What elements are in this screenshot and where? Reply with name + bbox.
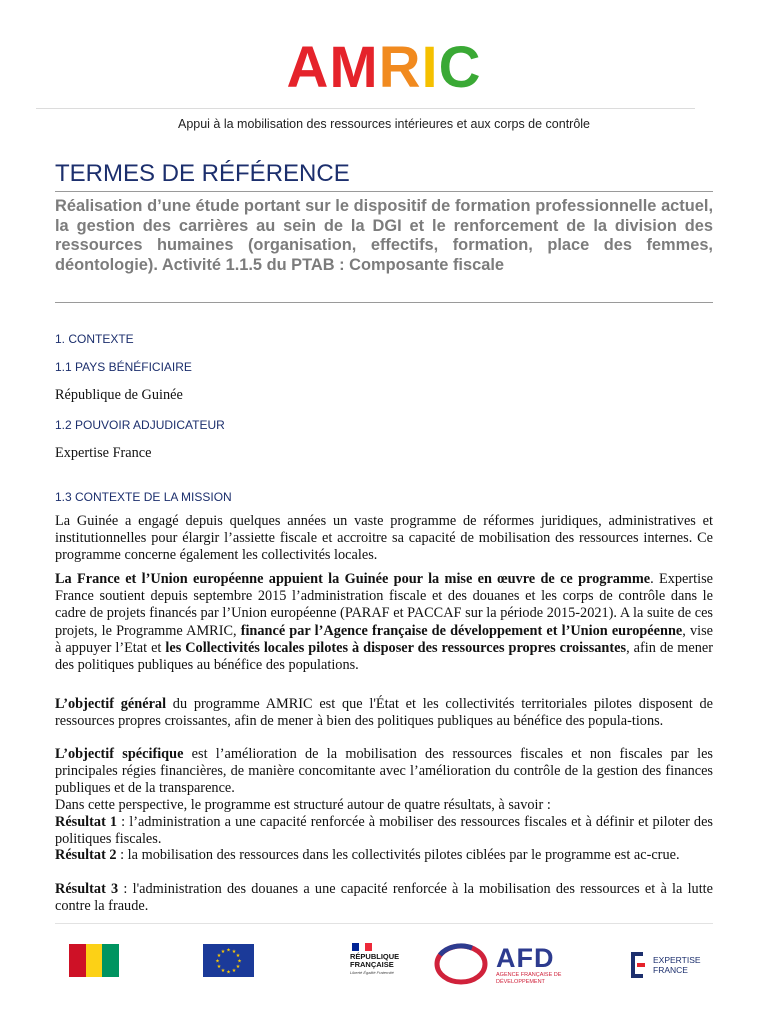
title-divider: [55, 191, 713, 192]
eu-flag: [203, 944, 254, 977]
tagline: Appui à la mobilisation des ressources intérieures et aux corps de contrôle: [177, 117, 591, 131]
amric-logo: [0, 36, 768, 100]
heading-pouvoir-adjudicateur: 1.2 POUVOIR ADJUDICATEUR: [55, 418, 225, 432]
rf-name: RÉPUBLIQUE FRANÇAISE: [350, 952, 400, 969]
tricolor-white: [359, 943, 366, 951]
flag-stripe-green: [102, 944, 119, 977]
tricolor-red: [365, 943, 372, 951]
resultat-1: [55, 814, 713, 848]
expertise-france-name: EXPERTISE FRANCE: [653, 955, 701, 975]
logo-letter: I: [421, 35, 439, 100]
paragraph-france-ue: [55, 571, 713, 674]
eu-star-icon: ★: [235, 964, 241, 970]
logo-letter: A: [286, 35, 330, 100]
pouvoir-adjudicateur-text: Expertise France: [55, 445, 152, 461]
tricolor-blue: [352, 943, 359, 951]
paragraph-objectif-specifique: [55, 746, 713, 798]
document-subtitle: Réalisation d’une étude portant sur le dispositif de formation professionnelle actuel, la gestion des carrières au sein de la DGI et le renforcement de la division des ressources humaines (organisation, effectifs, formation, place des femmes, déontologie). Activité 1.1.5 du PTAB : Composante fiscale: [55, 197, 713, 274]
eu-star-icon: ★: [231, 968, 237, 975]
text: est l’amélioration de la mobilisation des ressources fiscales et non fiscales par les principales régies financières, de manière concomitante avec l’amélioration du contrôle de la gestion des finances publiques et de la transparence.: [55, 746, 714, 797]
document-title: TERMES DE RÉFÉRENCE: [55, 160, 350, 187]
emphasis: les Collectivités locales pilotes à disposer des ressources propres croissantes: [165, 639, 627, 656]
paragraph-objectif-general: [55, 696, 713, 730]
text: : l'administration des douanes a une capacité renforcée à la mobilisation des ressources et à la lutte contre la fraude.: [55, 881, 713, 915]
paragraph-context: La Guinée a engagé depuis quelques années un vaste programme de réformes juridiques, administratives et institutionnelles pour élargir l’assiette fiscale et accroitre sa capacité de mobilisation des ressources internes. Ce programme concerne également les collectivités locales.: [55, 513, 713, 564]
emphasis: L’objectif spécifique: [55, 746, 184, 762]
heading-contexte: 1. CONTEXTE: [55, 332, 134, 346]
logo-letter: R: [378, 35, 422, 100]
emphasis: L’objectif général: [55, 696, 167, 712]
header-divider: [36, 108, 695, 109]
flag-stripe-yellow: [86, 944, 103, 977]
republique-francaise-logo: [350, 943, 416, 987]
expertise-france-mark-icon: [631, 952, 647, 978]
pays-beneficiaire-text: République de Guinée: [55, 387, 183, 403]
flag-stripe-red: [69, 944, 86, 977]
heading-contexte-mission: 1.3 CONTEXTE DE LA MISSION: [55, 490, 232, 504]
marianne-icon: [352, 943, 372, 951]
afd-subtitle: AGENCE FRANÇAISE DE DÉVELOPPEMENT: [496, 972, 562, 985]
emphasis: Résultat 1: [55, 814, 118, 830]
text: du programme AMRIC est que l'État et les collectivités territoriales pilotes disposent de ressources propres croissantes, afin de mener à bien des politiques publiques au bénéfice des popula-tions.: [55, 696, 713, 730]
emphasis: Résultat 2: [55, 847, 117, 863]
heading-pays-beneficiaire: 1.1 PAYS BÉNÉFICIAIRE: [55, 360, 192, 374]
resultat-3: [55, 881, 713, 915]
resultat-2: [55, 847, 713, 864]
eu-star-icon: ★: [215, 958, 220, 965]
eu-star-icon: ★: [231, 948, 237, 955]
logo-letter: C: [438, 35, 482, 100]
guinea-flag: [69, 944, 119, 977]
text: . Expertise France soutient depuis septembre 2015 l’administration fiscale et des douanes et les corps de contrôle dans le cadre de projets financés par l’Union européenne (PARAF et PACCAF sur la période 2015-2021). A la suite de ces projets, le Programme AMRIC,: [55, 571, 714, 639]
logo-letter: M: [329, 35, 379, 100]
footer-divider: [55, 923, 713, 924]
emphasis: La France et l’Union européenne appuient la Guinée pour la mise en œuvre de ce programme: [55, 571, 651, 587]
eu-star-icon: ★: [226, 969, 231, 976]
eu-star-icon: ★: [220, 948, 226, 955]
emphasis: Résultat 3: [55, 881, 119, 897]
afd-logo: [432, 941, 572, 987]
rf-motto: Liberté Égalité Fraternité: [350, 970, 394, 975]
text: , vise à appuyer l’Etat et: [55, 622, 713, 656]
eu-star-icon: ★: [226, 947, 231, 954]
afd-ring-icon: [432, 941, 492, 987]
eu-star-icon: ★: [235, 953, 241, 959]
subtitle-divider: [55, 302, 713, 303]
text: , afin de mener des politiques publiques au bénéfice des populations.: [55, 639, 714, 674]
eu-star-icon: ★: [216, 953, 222, 959]
text: : la mobilisation des ressources dans les collectivités pilotes ciblées par le programme est ac-crue.: [116, 847, 680, 863]
emphasis: financé par l’Agence française de développement et l’Union européenne: [240, 622, 683, 639]
paragraph-perspective: Dans cette perspective, le programme est structuré autour de quatre résultats, à savoir :: [55, 797, 551, 813]
eu-star-icon: ★: [220, 968, 226, 975]
afd-name: AFD: [496, 943, 555, 973]
eu-star-icon: ★: [237, 958, 242, 965]
eu-star-icon: ★: [216, 964, 222, 970]
text: : l’administration a une capacité renforcée à mobiliser des ressources fiscales et à définir et piloter des politiques fiscales.: [55, 814, 713, 848]
expertise-france-logo: [631, 952, 711, 982]
eu-stars-icon: [203, 944, 254, 977]
